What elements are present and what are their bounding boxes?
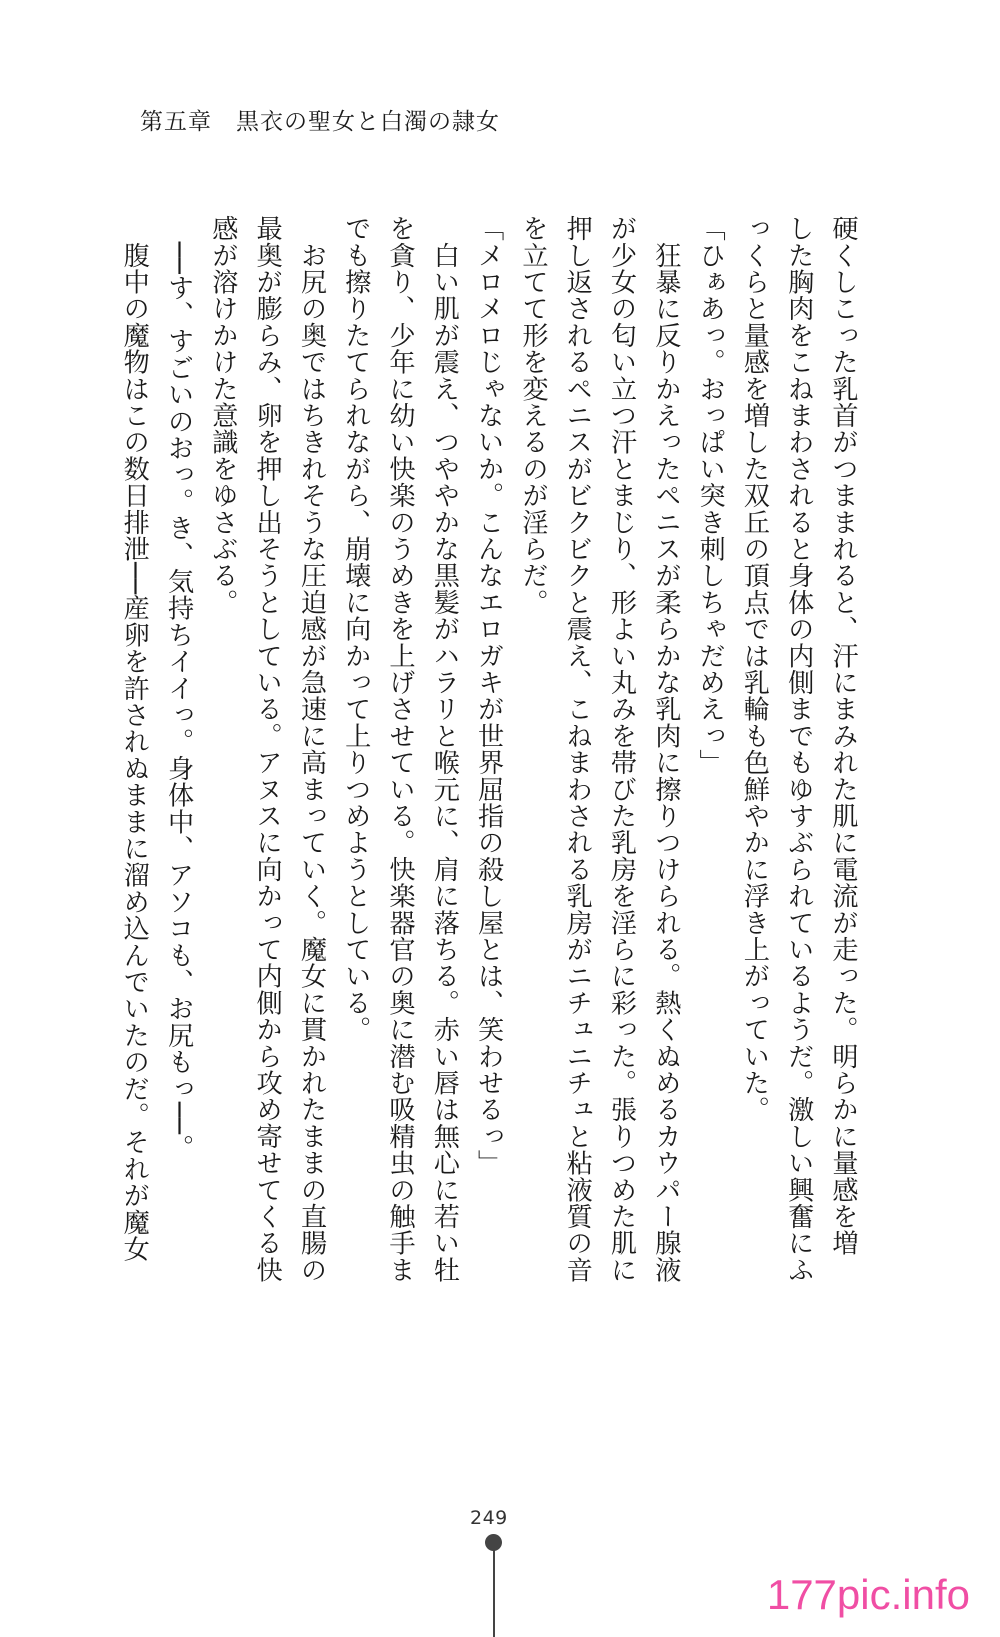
text-line: 感が溶けかけた意識をゆさぶる。	[207, 215, 238, 616]
folio-dot	[485, 1534, 502, 1551]
page-number: 249	[470, 1507, 508, 1529]
text-line: を貪り、少年に幼い快楽のうめきを上げさせている。快楽器官の奥に潜む吸精虫の触手ま	[385, 215, 416, 1283]
text-line: 腹中の魔物はこの数日排泄──産卵を許されぬままに溜め込んでいたのだ。それが魔女	[119, 215, 150, 1263]
text-line: でも擦りたてられながら、崩壊に向かって上りつめようとしている。	[340, 215, 371, 1043]
text-line: っくらと量感を増した双丘の頂点では乳輪も色鮮やかに浮き上がっていた。	[739, 215, 770, 1123]
chapter-title: 第五章 黒衣の聖女と白濁の隷女	[140, 109, 500, 135]
text-line: 「メロメロじゃないか。こんなエロガキが世界屈指の殺し屋とは、笑わせるっ」	[473, 215, 504, 1177]
text-line: ──す、すごいのおっ。き、気持ちイイっ。身体中、アソコも、お尻もっ──。	[163, 215, 194, 1162]
text-line: 白い肌が震え、つややかな黒髪がハラリと喉元に、肩に落ちる。赤い唇は無心に若い牡	[429, 215, 460, 1283]
text-line: 最奥が膨らみ、卵を押し出そうとしている。アヌスに向かって内側から攻め寄せてくる快	[252, 215, 283, 1283]
text-line: 狂暴に反りかえったペニスが柔らかな乳肉に擦りつけられる。熱くぬめるカウパー腺液	[650, 215, 681, 1283]
text-line: 「ひぁあっ。おっぱい突き刺しちゃだめえっ」	[695, 215, 726, 776]
text-line: 硬くしこった乳首がつままれると、汗にまみれた肌に電流が走った。明らかに量感を増	[828, 215, 858, 1257]
watermark: 177pic.info	[766, 1571, 970, 1618]
text-line: した胸肉をこねまわされると身体の内側までもゆすぶられているようだ。激しい興奮にふ	[783, 215, 814, 1283]
text-line: が少女の匂い立つ汗とまじり、形よい丸みを帯びた乳房を淫らに彩った。張りつめた肌に	[606, 215, 637, 1283]
text-line: お尻の奥ではちきれそうな圧迫感が急速に高まっていく。魔女に貫かれたままの直腸の	[296, 215, 327, 1283]
folio-line	[493, 1538, 495, 1637]
text-line: を立てて形を変えるのが淫らだ。	[517, 215, 548, 616]
body-text	[112, 215, 865, 1365]
text-line: 押し返されるペニスがビクビクと震え、こねまわされる乳房がニチュニチュと粘液質の音	[562, 215, 593, 1283]
